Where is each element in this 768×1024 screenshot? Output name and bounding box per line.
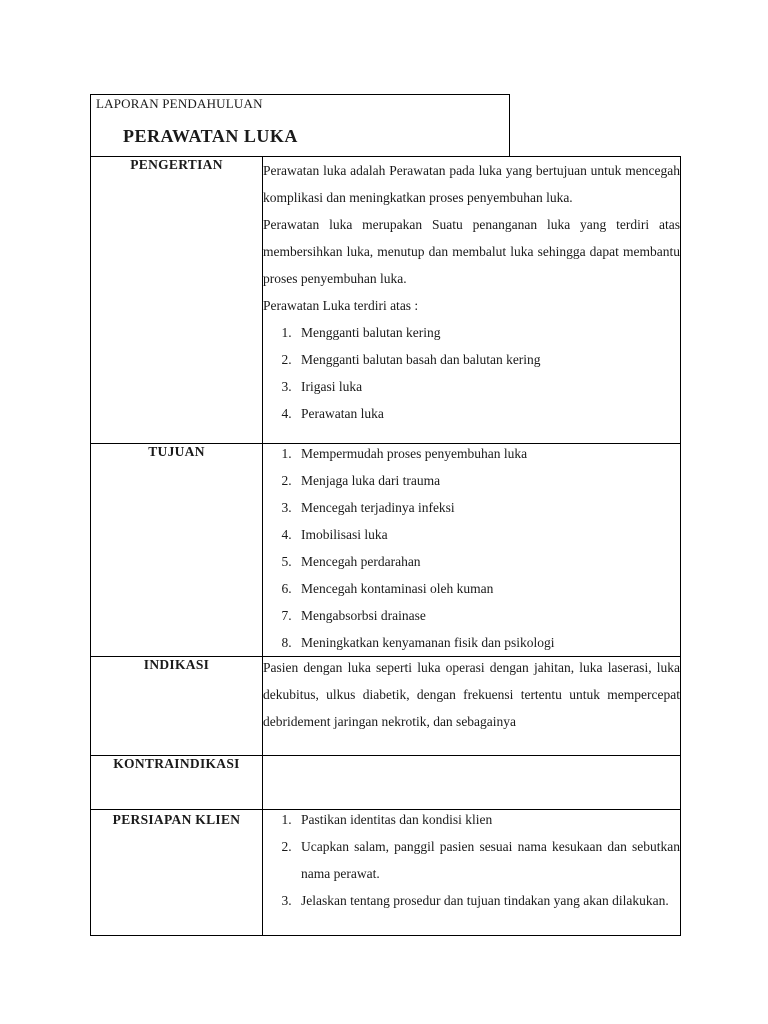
row-indikasi — [91, 657, 681, 756]
content-tujuan — [263, 444, 681, 657]
list-item: 4. Imobilisasi luka — [295, 521, 680, 548]
label-kontraindikasi: KONTRAINDIKASI — [91, 756, 263, 810]
label-pengertian: PENGERTIAN — [91, 157, 263, 444]
list-item: 4. Perawatan luka — [295, 400, 680, 427]
list-item: 1. Pastikan identitas dan kondisi klien — [295, 806, 680, 833]
row-persiapan-klien — [91, 810, 681, 936]
list-item: 1. Mempermudah proses penyembuhan luka — [295, 440, 680, 467]
pengertian-paragraph-2: Perawatan luka merupakan Suatu penanganan luka yang terdiri atas membersihkan luka, menutup dan membalut luka sehingga dapat membantu proses penyembuhan luka. — [263, 217, 680, 286]
pengertian-paragraph-3: Perawatan Luka terdiri atas : — [263, 298, 419, 313]
document-subtitle: LAPORAN PENDAHULUAN — [96, 96, 263, 111]
list-item: 2. Mengganti balutan basah dan balutan kering — [295, 346, 680, 373]
list-item: 3. Irigasi luka — [295, 373, 680, 400]
header-box — [90, 94, 510, 157]
document-title: PERAWATAN LUKA — [123, 126, 298, 146]
persiapan-list — [263, 806, 680, 914]
row-pengertian — [91, 157, 681, 444]
list-item: 3. Jelaskan tentang prosedur dan tujuan tindakan yang akan dilakukan. — [295, 887, 680, 914]
content-kontraindikasi — [263, 756, 681, 810]
content-table — [90, 156, 681, 936]
list-item: 2. Menjaga luka dari trauma — [295, 467, 680, 494]
indikasi-text: Pasien dengan luka seperti luka operasi dengan jahitan, luka laserasi, luka dekubitus, ulkus diabetik, dengan frekuensi tertentu untuk mempercepat debridement jaringan nekrotik, dan sebagainya — [263, 660, 680, 729]
list-item: 8. Meningkatkan kenyamanan fisik dan psikologi — [295, 629, 680, 656]
list-item: 5. Mencegah perdarahan — [295, 548, 680, 575]
content-pengertian — [263, 157, 681, 444]
row-kontraindikasi — [91, 756, 681, 810]
list-item: 3. Mencegah terjadinya infeksi — [295, 494, 680, 521]
list-item: 2. Ucapkan salam, panggil pasien sesuai nama kesukaan dan sebutkan nama perawat. — [295, 833, 680, 887]
tujuan-list — [263, 440, 680, 656]
list-item: 6. Mencegah kontaminasi oleh kuman — [295, 575, 680, 602]
label-persiapan-klien: PERSIAPAN KLIEN — [91, 810, 263, 936]
pengertian-paragraph-1: Perawatan luka adalah Perawatan pada luka yang bertujuan untuk mencegah komplikasi dan meningkatkan proses penyembuhan luka. — [263, 163, 680, 205]
label-tujuan: TUJUAN — [91, 444, 263, 657]
list-item: 7. Mengabsorbsi drainase — [295, 602, 680, 629]
row-tujuan — [91, 444, 681, 657]
content-persiapan-klien — [263, 810, 681, 936]
label-indikasi: INDIKASI — [91, 657, 263, 756]
pengertian-list — [263, 319, 680, 427]
content-indikasi — [263, 657, 681, 756]
list-item: 1. Mengganti balutan kering — [295, 319, 680, 346]
